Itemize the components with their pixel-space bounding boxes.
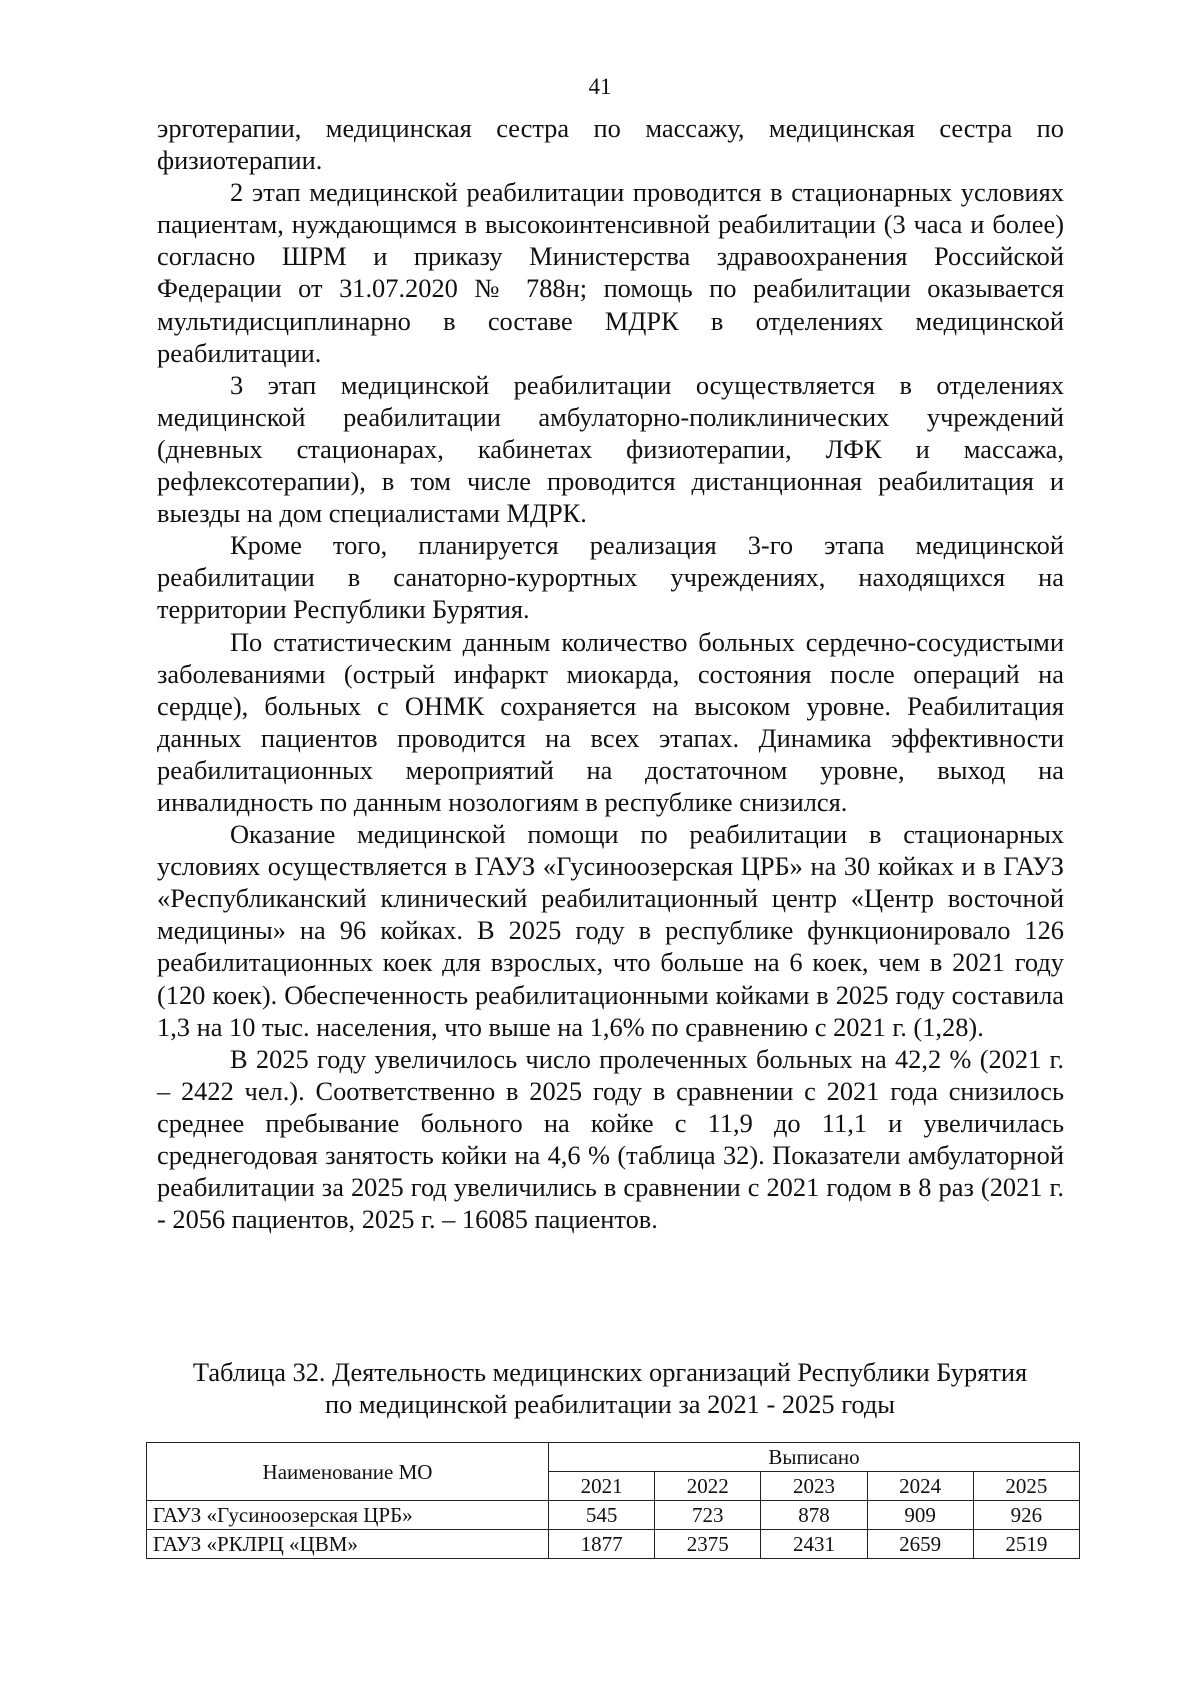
body-text [157,112,1064,1235]
column-group-header: Выписано [549,1443,1080,1472]
org-name-cell: ГАУЗ «РКЛРЦ «ЦВМ» [147,1530,549,1559]
org-name-cell: ГАУЗ «Гусиноозерская ЦРБ» [147,1501,549,1530]
value-cell: 2659 [867,1530,973,1559]
value-cell: 909 [867,1501,973,1530]
paragraph: 2 этап медицинской реабилитации проводится в стационарных условиях пациентам, нуждающимся в высокоинтенсивной реабилитации (3 часа и более) согласно ШРМ и приказу Министерства здравоохранения Российской Федерации от 31.07.2020 № 788н; помощь по реабилитации оказывается мультидисциплинарно в составе МДРК в отделениях медицинской реабилитации. [157,177,1064,368]
year-header: 2024 [867,1472,973,1501]
column-header-name: Наименование МО [147,1443,549,1501]
paragraph: Кроме того, планируется реализация 3-го этапа медицинской реабилитации в санаторно-курортных учреждениях, находящихся на территории Республики Бурятия. [157,530,1064,625]
year-header: 2022 [655,1472,761,1501]
table-row [147,1501,1080,1530]
value-cell: 2519 [973,1530,1079,1559]
year-header: 2021 [549,1472,655,1501]
paragraph: В 2025 году увеличилось число пролеченных больных на 42,2 % (2021 г. – 2422 чел.). Соответственно в 2025 году в сравнении с 2021 года снизилось среднее пребывание больного на койке с 11,9 до 11,1 и увеличилась среднегодовая занятость койки на 4,6 % (таблица 32). Показатели амбулаторной реабилитации за 2025 год увеличились в сравнении с 2021 годом в 8 раз (2021 г. - 2056 пациентов, 2025 г. – 16085 пациентов. [157,1043,1064,1235]
paragraph: 3 этап медицинской реабилитации осуществляется в отделениях медицинской реабилитации амбулаторно-поликлинических учреждений (дневных стационарах, кабинетах физиотерапии, ЛФК и массажа, рефлексотерапии), в том числе проводится дистанционная реабилитация и выезды на дом специалистами МДРК. [157,369,1064,529]
year-header: 2023 [761,1472,867,1501]
table-caption [140,1356,1080,1420]
paragraph: По статистическим данным количество больных сердечно-сосудистыми заболеваниями (острый инфаркт миокарда, состояния после операций на сердце), больных с ОНМК сохраняется на высоком уровне. Реабилитация данных пациентов проводится на всех этапах. Динамика эффективности реабилитационных мероприятий на достаточном уровне, выход на инвалидность по данным нозологиям в республике снизился. [157,626,1064,817]
value-cell: 545 [549,1501,655,1530]
table-row [147,1530,1080,1559]
value-cell: 1877 [549,1530,655,1559]
value-cell: 723 [655,1501,761,1530]
page-number: 41 [588,74,612,99]
value-cell: 2375 [655,1530,761,1559]
value-cell: 878 [761,1501,867,1530]
table-caption-line: по медицинской реабилитации за 2021 - 2025 годы [325,1389,895,1419]
paragraph: эрготерапии, медицинская сестра по массажу, медицинская сестра по физиотерапии. [157,113,1064,176]
table-caption-line: Таблица 32. Деятельность медицинских организаций Республики Бурятия [192,1357,1028,1387]
value-cell: 2431 [761,1530,867,1559]
paragraph: Оказание медицинской помощи по реабилитации в стационарных условиях осуществляется в ГАУЗ «Гусиноозерская ЦРБ» на 30 койках и в ГАУЗ «Республиканский клинический реабилитационный центр «Центр восточной медицины» на 96 койках. В 2025 году в республике функционировало 126 реабилитационных коек для взрослых, что больше на 6 коек, чем в 2021 году (120 коек). Обеспеченность реабилитационными койками в 2025 году составила 1,3 на 10 тыс. населения, что выше на 1,6% по сравнению с 2021 г. (1,28). [157,819,1064,1042]
year-header: 2025 [973,1472,1079,1501]
value-cell: 926 [973,1501,1079,1530]
rehab-table [146,1442,1080,1559]
